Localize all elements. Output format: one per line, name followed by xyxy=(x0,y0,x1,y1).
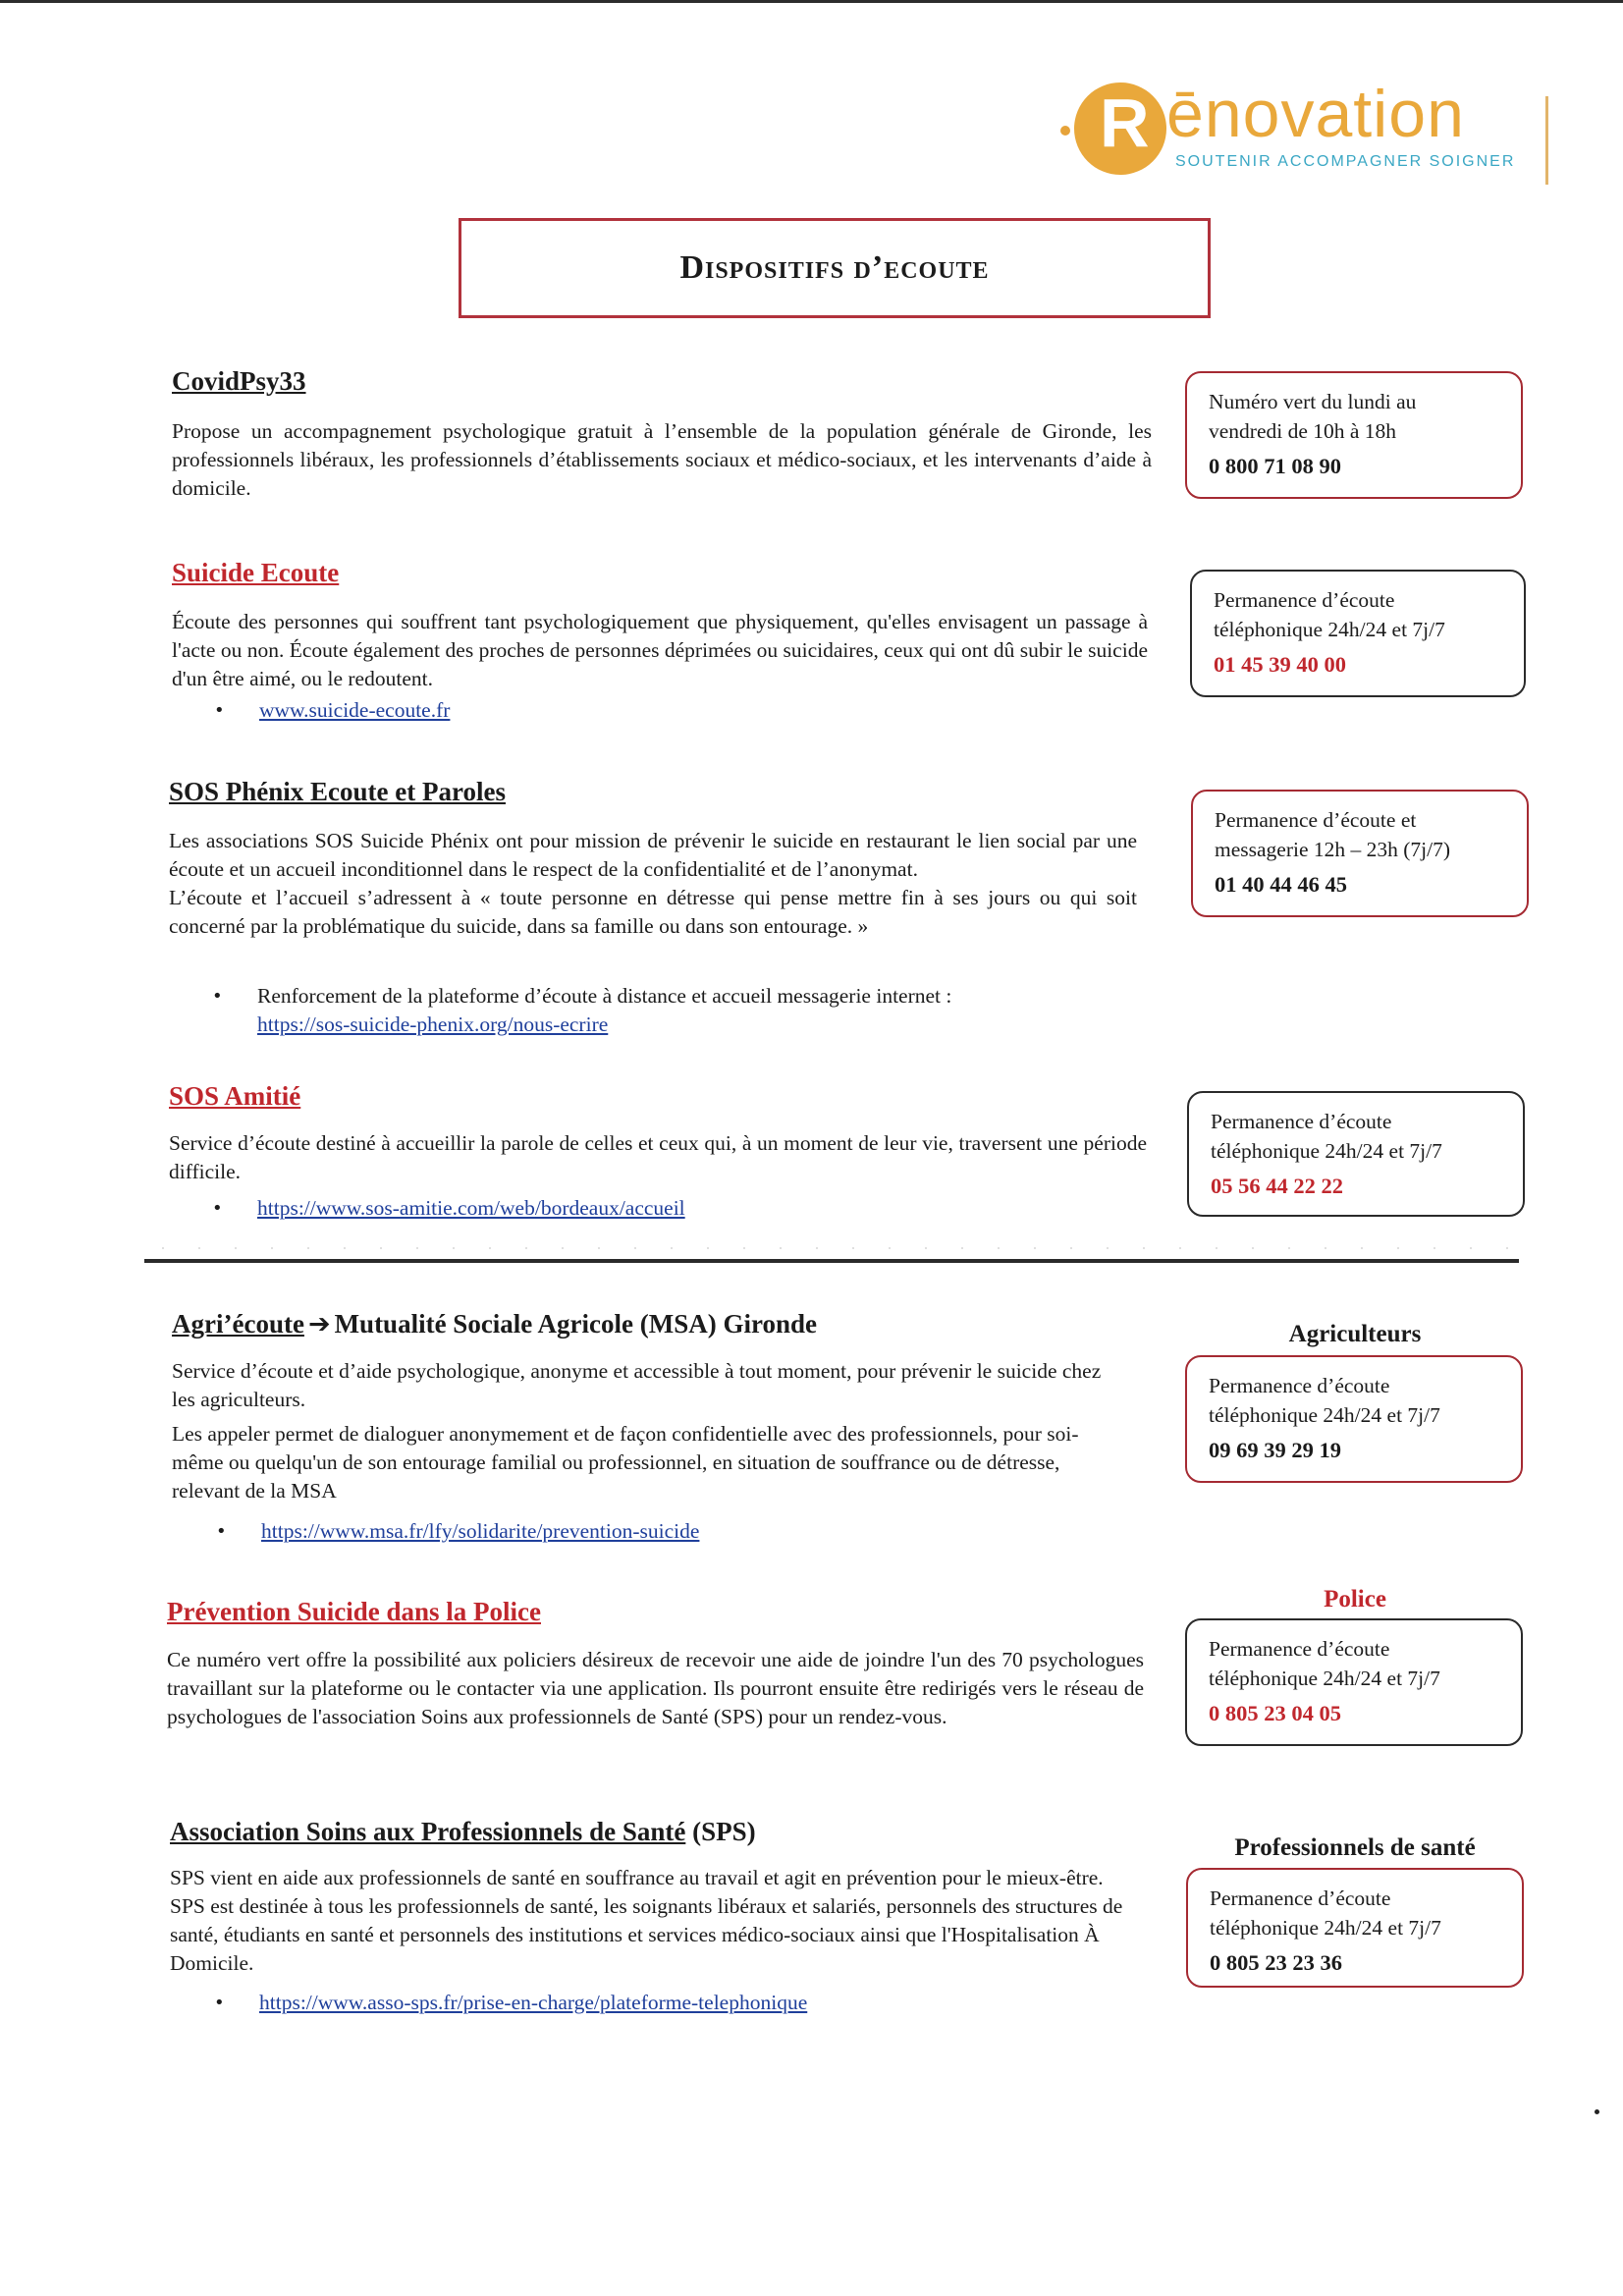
section-heading-sos-phenix: SOS Phénix Ecoute et Paroles xyxy=(169,777,506,806)
box-line1: Permanence d’écoute xyxy=(1209,1374,1390,1397)
contact-box-police xyxy=(1185,1618,1523,1746)
logo-wordmark: ēnovation xyxy=(1166,77,1465,151)
box-line2: vendredi de 10h à 18h xyxy=(1209,419,1397,443)
bullet-icon: • xyxy=(214,700,225,721)
phone-number: 0 805 23 04 05 xyxy=(1209,1701,1341,1725)
logo-tagline: SOUTENIR ACCOMPAGNER SOIGNER xyxy=(1175,153,1516,170)
section-heading-sos-amitie: SOS Amitié xyxy=(169,1081,301,1111)
list-item xyxy=(212,1194,1096,1224)
contact-box-sos-amitie xyxy=(1187,1091,1525,1217)
section-text-police: Ce numéro vert offre la possibilité aux policiers désireux de recevoir une aide de joindre l'un des 70 psychologues travaillant sur la plateforme ou le contacter via une application. Ils pourront ensuite être redirigés vers le réseau de psychologues de l'association Soins aux professionnels de Santé (SPS) pour un rendez-vous. xyxy=(167,1648,1144,1728)
box-line2: messagerie 12h – 23h (7j/7) xyxy=(1215,838,1451,861)
link-sps[interactable]: https://www.asso-sps.fr/prise-en-charge/plateforme-telephonique xyxy=(259,1991,808,2014)
phone-number: 0 805 23 23 36 xyxy=(1210,1950,1342,1975)
section-heading-covidpsy33: CovidPsy33 xyxy=(172,366,306,396)
contact-box-sos-phenix xyxy=(1191,790,1529,917)
arrow-right-icon: ➔ xyxy=(307,1309,331,1339)
link-msa[interactable]: https://www.msa.fr/lfy/solidarite/prevention-suicide xyxy=(261,1519,700,1543)
page-title: Dispositifs d’ecoute xyxy=(459,218,1211,318)
box-line1: Permanence d’écoute xyxy=(1209,1637,1390,1661)
link-sos-amitie[interactable]: https://www.sos-amitie.com/web/bordeaux/accueil xyxy=(257,1196,685,1220)
phone-number: 01 45 39 40 00 xyxy=(1214,652,1346,677)
box-line1: Permanence d’écoute et xyxy=(1215,808,1417,832)
list-item xyxy=(214,1989,1098,2018)
box-title-professionnels-sante: Professionnels de santé xyxy=(1234,1834,1476,1861)
bullet-icon: • xyxy=(216,1521,227,1542)
contact-box-agri-ecoute xyxy=(1185,1355,1523,1483)
box-line2: téléphonique 24h/24 et 7j/7 xyxy=(1210,1916,1441,1940)
bullet-text: Renforcement de la plateforme d’écoute à distance et accueil messagerie internet : xyxy=(257,984,952,1008)
renovation-logo xyxy=(1060,77,1532,185)
list-item xyxy=(214,696,1098,726)
box-line2: téléphonique 24h/24 et 7j/7 xyxy=(1211,1139,1442,1163)
section-heading-police: Prévention Suicide dans la Police xyxy=(167,1597,541,1626)
link-suicide-ecoute[interactable]: www.suicide-ecoute.fr xyxy=(259,698,451,722)
phone-number: 09 69 39 29 19 xyxy=(1209,1438,1341,1462)
box-line2: téléphonique 24h/24 et 7j/7 xyxy=(1214,618,1445,641)
list-item xyxy=(212,982,1137,1041)
list-item xyxy=(216,1517,1100,1547)
phone-number: 01 40 44 46 45 xyxy=(1215,872,1347,897)
bullet-icon: • xyxy=(212,1198,223,1219)
box-line1: Permanence d’écoute xyxy=(1211,1110,1392,1133)
section-text-sps: SPS vient en aide aux professionnels de santé en souffrance au travail et agit en prévention pour le mieux-être. SPS est destinée à tous les professionnels de santé, les soignants libéraux et salariés, personnels des structures de santé, étudiants en santé et personnels des institutions et services médico-sociaux ainsi que l'Hospitalisation À Domicile. xyxy=(170,1866,1123,1975)
bullet-icon: • xyxy=(214,1993,225,2013)
section-heading-agri-ecoute: Agri’écoute ➔ Mutualité Sociale Agricole (MSA) Gironde xyxy=(172,1309,817,1339)
logo-letter: R xyxy=(1100,84,1150,161)
section-text-suicide-ecoute: Écoute des personnes qui souffrent tant psychologiquement que physiquement, qu'elles envisagent un passage à l'acte ou non. Écoute également des proches de personnes déprimées ou suicidaires, ceux qui ont dû subir le suicide d'un être aimé, ou le redoutent. xyxy=(172,610,1148,690)
contact-box-suicide-ecoute xyxy=(1190,570,1526,697)
box-title-police: Police xyxy=(1324,1586,1386,1613)
box-line1: Numéro vert du lundi au xyxy=(1209,390,1417,413)
section-heading-suicide-ecoute: Suicide Ecoute xyxy=(172,558,340,587)
scan-speckle xyxy=(162,1247,1517,1249)
contact-box-covidpsy33 xyxy=(1185,371,1523,499)
box-title-agriculteurs: Agriculteurs xyxy=(1288,1321,1422,1347)
logo-dot-icon xyxy=(1060,126,1070,136)
section-heading-sps: Association Soins aux Professionnels de Santé (SPS) xyxy=(170,1817,756,1846)
box-line1: Permanence d’écoute xyxy=(1210,1886,1391,1910)
top-border xyxy=(0,0,1623,3)
box-line2: téléphonique 24h/24 et 7j/7 xyxy=(1209,1403,1440,1427)
phone-number: 0 800 71 08 90 xyxy=(1209,454,1341,478)
box-line2: téléphonique 24h/24 et 7j/7 xyxy=(1209,1667,1440,1690)
scan-mark xyxy=(1595,2109,1599,2114)
box-line1: Permanence d’écoute xyxy=(1214,588,1395,612)
logo-divider xyxy=(1545,96,1548,185)
section-text-sos-amitie: Service d’écoute destiné à accueillir la parole de celles et ceux qui, à un moment de leur vie, traversent une période difficile. xyxy=(169,1131,1147,1183)
link-sos-phenix[interactable]: https://sos-suicide-phenix.org/nous-ecrire xyxy=(257,1012,609,1036)
section-text-agri-ecoute: Service d’écoute et d’aide psychologique, anonyme et accessible à tout moment, pour prévenir le suicide chez les agriculteurs. Les appeler permet de dialoguer anonymement et de façon confidentielle avec des professionnels, pour soi-même ou quelqu'un de son entourage familial ou professionnel, en situation de souffrance ou de détresse, relevant de la MSA xyxy=(172,1359,1102,1503)
contact-box-sps xyxy=(1186,1868,1524,1988)
section-divider xyxy=(144,1259,1519,1263)
bullet-icon: • xyxy=(212,986,223,1007)
section-text-sos-phenix: Les associations SOS Suicide Phénix ont pour mission de prévenir le suicide en restaurant le lien social par une écoute et un accueil inconditionnel dans le respect de la confidentialité et de l’anonymat. L’écoute et l’accueil s’adressent à « toute personne en détresse qui pense mettre fin à ses jours ou qui soit concerné par la problématique du suicide, dans sa famille ou dans son entourage. » xyxy=(169,829,1137,938)
section-text-covidpsy33: Propose un accompagnement psychologique gratuit à l’ensemble de la population générale de Gironde, les professionnels libéraux, les professionnels d’établissements sociaux et médico-sociaux, et les intervenants d’aide à domicile. xyxy=(172,419,1152,500)
phone-number: 05 56 44 22 22 xyxy=(1211,1174,1343,1198)
